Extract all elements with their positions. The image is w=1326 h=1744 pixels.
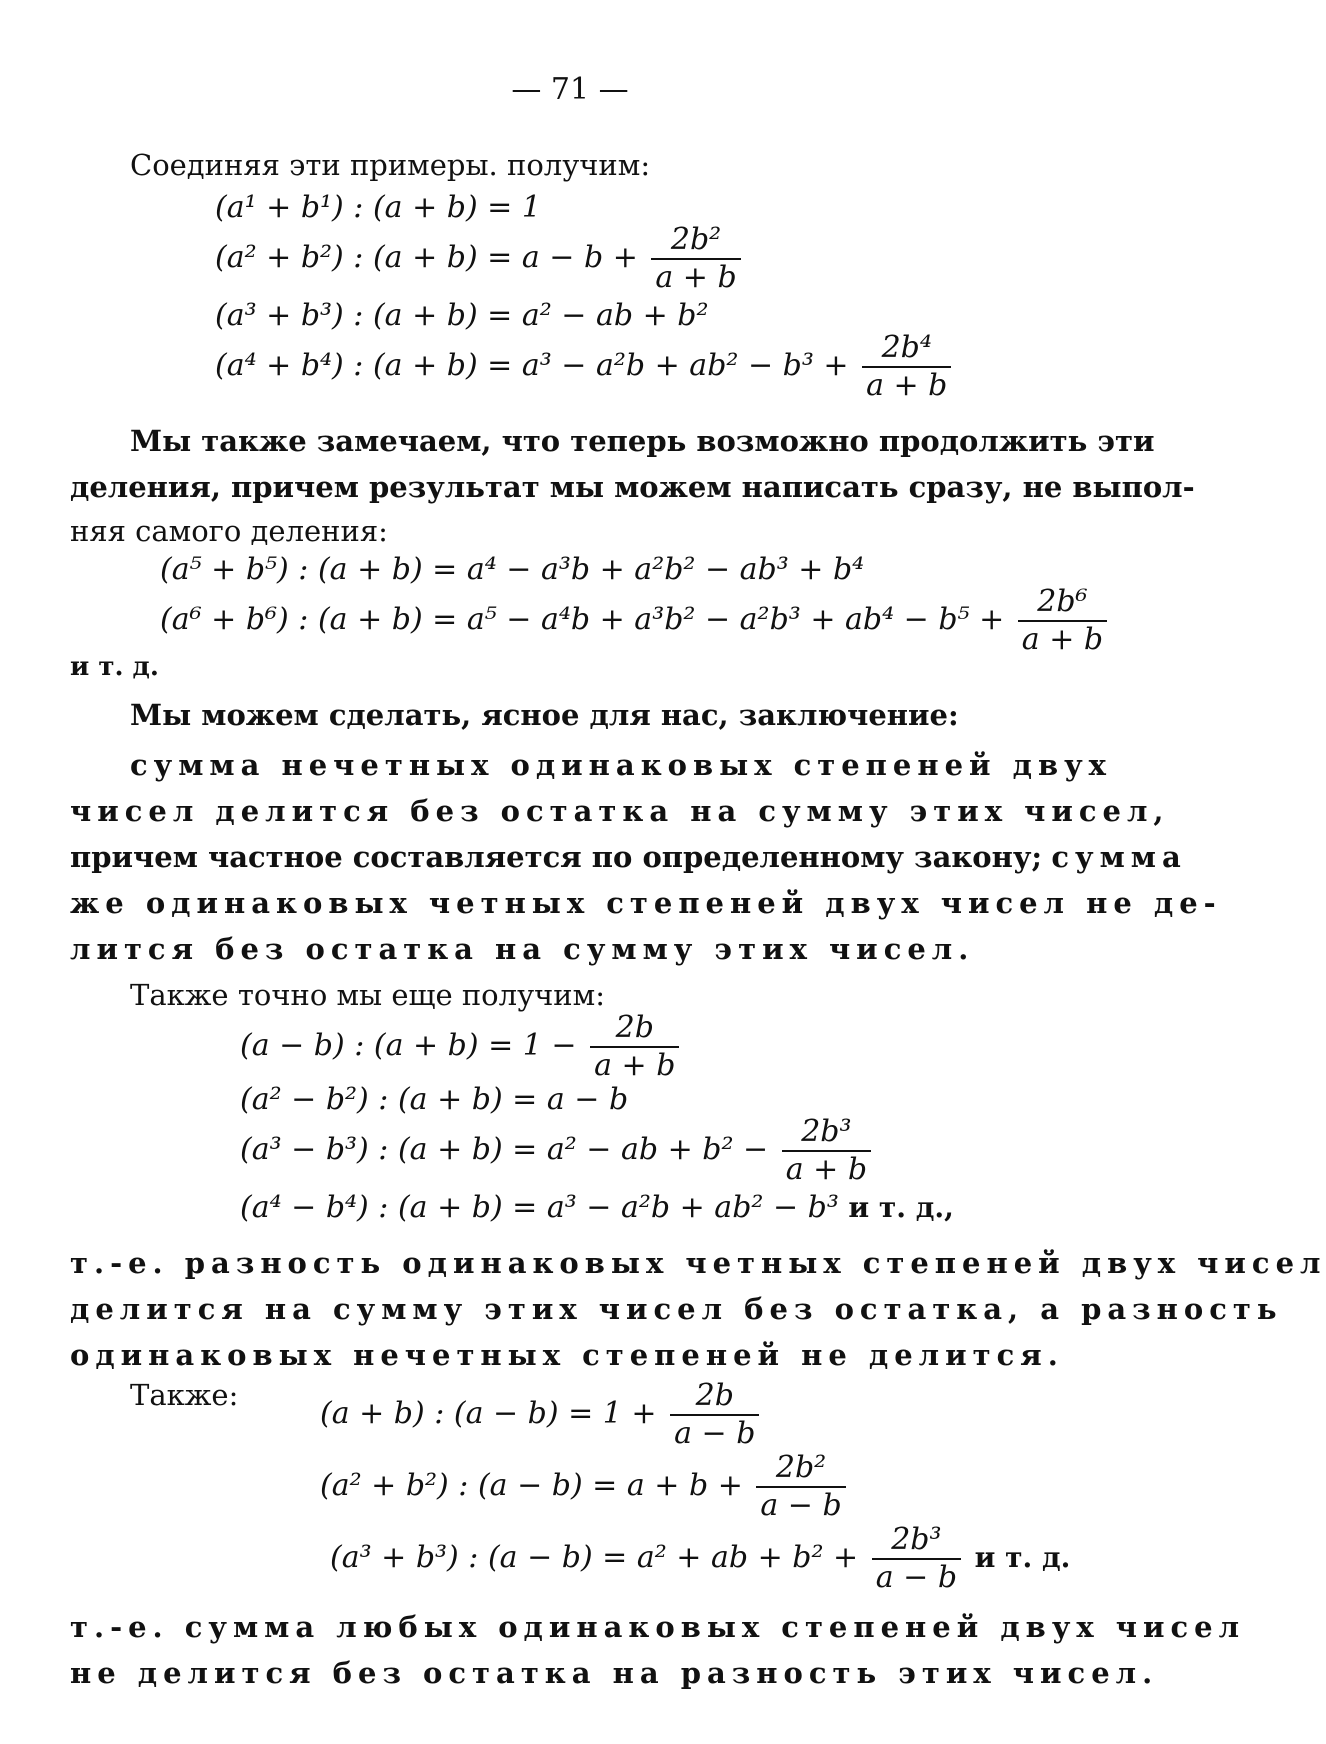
equation-13 [330,1522,1070,1596]
equation-10-body: (a⁴ − b⁴) : (a + b) = a³ − a²b + ab² − b³ [240,1190,839,1225]
equation-9 [240,1114,875,1188]
conclusion-1-line-1: сумма нечетных одинаковых степеней двух [130,748,1112,782]
equation-13-tail: и т. д. [974,1541,1071,1574]
equation-9-lhs: (a³ − b³) : (a + b) = a² − ab + b² − [240,1132,769,1167]
equation-12-denominator: a − b [760,1488,842,1523]
equation-11-lhs: (a + b) : (a − b) = 1 + [320,1396,657,1431]
equation-7-denominator: a + b [594,1048,676,1083]
equation-7 [240,1010,683,1084]
equation-5: (a⁵ + b⁵) : (a + b) = a⁴ − a³b + a²b² − ab³ + b⁴ [160,552,865,587]
equation-7-fraction [590,1010,679,1084]
page-number: — 71 — [511,72,629,107]
conclusion-1-line-2: чисел делится без остатка на сумму этих чисел, [70,794,1170,828]
equation-12 [320,1450,850,1524]
conclusion-1-line-3-spaced: сумма [1051,840,1187,874]
paragraph-5: Также: [130,1378,239,1412]
equation-6 [160,584,1111,658]
conclusion-2-line-3: одинаковых нечетных степеней не делится. [70,1338,1064,1372]
equation-9-fraction [782,1114,871,1188]
equation-10 [240,1190,954,1225]
equation-2-lhs: (a² + b²) : (a + b) = a − b + [215,240,638,275]
conclusion-1-line-4: же одинаковых четных степеней двух чисел не де- [70,886,1222,920]
intro-text: Соединяя эти примеры. получим: [130,148,651,182]
equation-13-fraction [872,1522,961,1596]
paragraph-4: Также точно мы еще получим: [130,978,605,1012]
equation-12-fraction [756,1450,845,1524]
etc-label-1: и т. д. [70,652,159,682]
equation-2 [215,222,745,296]
equation-4-fraction [862,330,951,404]
equation-6-lhs: (a⁶ + b⁶) : (a + b) = a⁵ − a⁴b + a³b² − a²b³ + ab⁴ − b⁵ + [160,602,1005,637]
equation-6-fraction [1018,584,1107,658]
conclusion-1-line-5: лится без остатка на сумму этих чисел. [70,932,975,966]
conclusion-2-line-2: делится на сумму этих чисел без остатка, а разность [70,1292,1283,1326]
paragraph-2-line-1: Мы также замечаем, что теперь возможно продолжить эти [130,424,1155,458]
conclusion-1-line-3 [70,840,1187,874]
equation-4-denominator: a + b [866,368,948,403]
equation-2-numerator: 2b² [651,222,740,260]
equation-13-lhs: (a³ + b³) : (a − b) = a² + ab + b² + [330,1540,859,1575]
equation-1: (a¹ + b¹) : (a + b) = 1 [215,190,541,225]
equation-11-denominator: a − b [674,1416,756,1451]
equation-4 [215,330,955,404]
conclusion-2-line-1: т.-е. разность одинаковых четных степеней двух чисел [70,1246,1326,1280]
equation-8: (a² − b²) : (a + b) = a − b [240,1082,629,1117]
equation-6-denominator: a + b [1021,622,1104,657]
equation-7-numerator: 2b [590,1010,679,1048]
equation-6-numerator: 2b⁶ [1018,584,1107,622]
equation-3: (a³ + b³) : (a + b) = a² − ab + b² [215,298,709,333]
equation-2-fraction [651,222,740,296]
equation-11 [320,1378,763,1452]
equation-9-denominator: a + b [785,1152,868,1187]
equation-11-fraction [670,1378,759,1452]
equation-2-denominator: a + b [655,260,737,295]
conclusion-1-line-3-text: причем частное составляется по определенному закону; [70,840,1043,874]
equation-13-denominator: a − b [875,1560,958,1595]
equation-12-lhs: (a² + b²) : (a − b) = a + b + [320,1468,743,1503]
equation-11-numerator: 2b [670,1378,759,1416]
equation-9-numerator: 2b³ [782,1114,871,1152]
equation-7-lhs: (a − b) : (a + b) = 1 − [240,1028,577,1063]
conclusion-3-line-2: не делится без остатка на разность этих чисел. [70,1656,1159,1690]
equation-4-lhs: (a⁴ + b⁴) : (a + b) = a³ − a²b + ab² − b³ + [215,348,849,383]
equation-4-numerator: 2b⁴ [862,330,951,368]
equation-10-tail: и т. д., [848,1191,954,1224]
equation-13-numerator: 2b³ [872,1522,961,1560]
paragraph-2-line-2: деления, причем результат мы можем написать сразу, не выпол- [70,470,1195,504]
paragraph-3: Мы можем сделать, ясное для нас, заключение: [130,698,959,732]
paragraph-2-line-3: няя самого деления: [70,514,388,548]
conclusion-3-line-1: т.-е. сумма любых одинаковых степеней двух чисел [70,1610,1246,1644]
equation-12-numerator: 2b² [756,1450,845,1488]
